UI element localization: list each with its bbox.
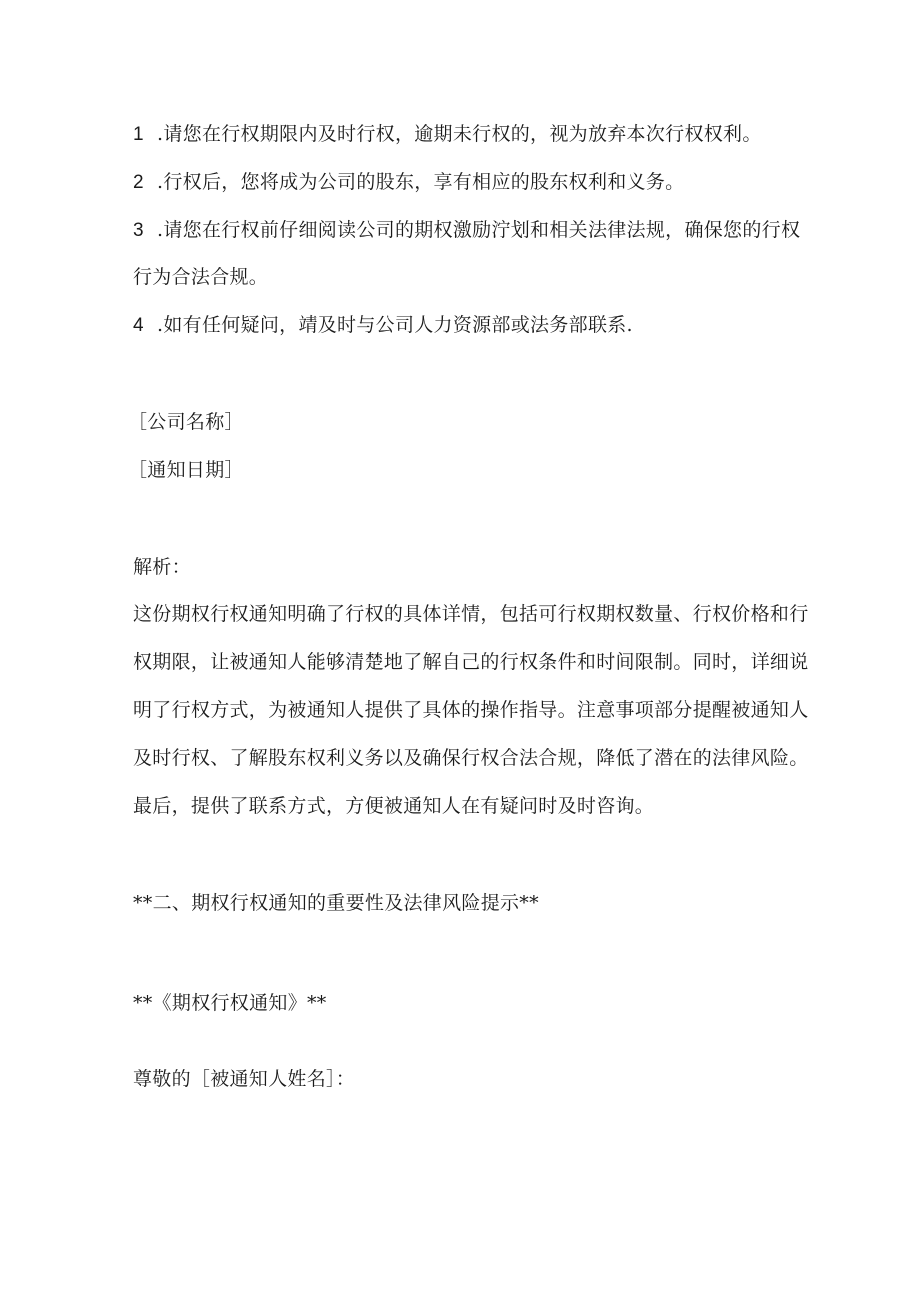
note-item-4	[133, 313, 633, 338]
note-text: .行权后，您将成为公司的股东，享有相应的股东权利和义务。	[157, 171, 685, 193]
section-heading: **二、期权行权通知的重要性及法律风险提示**	[133, 892, 539, 914]
company-name-placeholder: ［公司名称］	[128, 411, 244, 433]
analysis-line-2: 权期限，让被通知人能够清楚地了解自己的行权条件和时间限制。同时，详细说	[133, 651, 809, 673]
note-item-3	[133, 218, 800, 243]
note-number: 2	[133, 172, 144, 193]
note-item-3-continuation: 行为合法合规。	[133, 266, 269, 288]
note-number: 4	[133, 315, 144, 336]
note-text: .请您在行权前仔细阅读公司的期权激励泞划和相关法律法规，确保您的行权	[157, 219, 801, 241]
document-title: **《期权行权通知》**	[133, 992, 327, 1014]
note-item-2	[133, 170, 684, 195]
analysis-line-5: 最后，提供了联系方式，方便被通知人在有疑问时及时咨询。	[133, 795, 655, 817]
analysis-line-3: 明了行权方式，为被通知人提供了具体的操作指导。注意事项部分提醒被通知人	[133, 699, 809, 721]
analysis-heading: 解析：	[133, 556, 191, 578]
note-text: .如有任何疑问，靖及时与公司人力资源部或法务部联系.	[157, 314, 633, 336]
note-number: 3	[133, 220, 144, 241]
analysis-line-1: 这份期权行权通知明确了行权的具体详情，包括可行权期权数量、行权价格和行	[133, 603, 809, 625]
analysis-line-4: 及时行权、了解股东权利义务以及确保行权合法合规，降低了潜在的法律风险。	[133, 747, 809, 769]
notice-date-placeholder: ［通知日期］	[128, 459, 244, 481]
note-text: .请您在行权期限内及时行权，逾期未行权的，视为放弃本次行权权利。	[157, 123, 762, 145]
note-number: 1	[133, 124, 144, 145]
salutation: 尊敬的［被通知人姓名］：	[133, 1068, 356, 1090]
note-item-1	[133, 122, 762, 147]
